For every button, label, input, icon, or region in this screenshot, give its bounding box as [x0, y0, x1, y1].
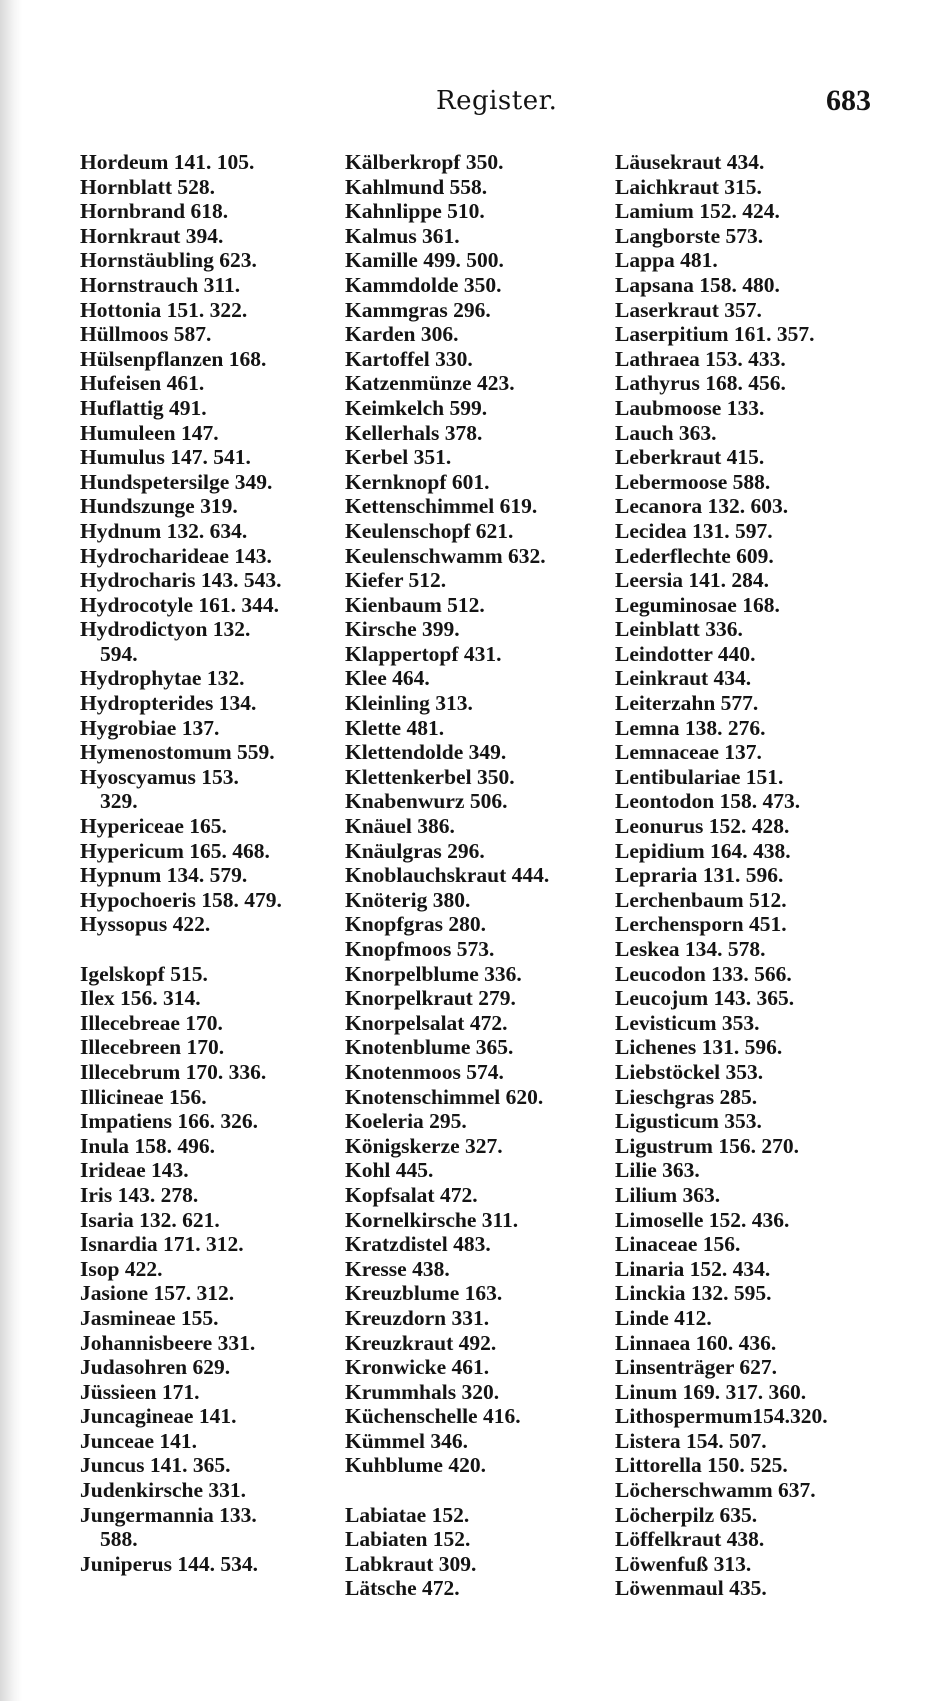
index-entry: Keulenschwamm 632. [345, 543, 546, 568]
index-entry: Knotenschimmel 620. [345, 1084, 544, 1109]
index-entry: Kiefer 512. [345, 568, 447, 593]
index-entry: Juniperus 144. 534. [80, 1551, 259, 1576]
index-entry: Lieschgras 285. [615, 1084, 758, 1109]
index-entry: Hornstäubling 623. [80, 248, 257, 273]
index-entry: Knorpelblume 336. [345, 961, 522, 986]
index-entry: Illecebreen 170. [80, 1035, 225, 1060]
index-entry: Leindotter 440. [615, 641, 756, 666]
index-entry: Hornblatt 528. [80, 174, 215, 199]
index-entry: Leiterzahn 577. [615, 691, 759, 716]
index-entry: Königskerze 327. [345, 1133, 503, 1158]
index-entry: Inula 158. 496. [80, 1133, 216, 1158]
index-entry: Knäuel 386. [345, 814, 455, 839]
index-entry: Labiatae 152. [345, 1502, 470, 1527]
index-entry: Kreuzdorn 331. [345, 1305, 490, 1330]
index-entry: Irideae 143. [80, 1158, 189, 1183]
index-entry: Kammdolde 350. [345, 272, 502, 297]
index-entry: Linaria 152. 434. [615, 1256, 771, 1281]
index-entry: Knorpelsalat 472. [345, 1010, 508, 1035]
index-entry: Lebermoose 588. [615, 469, 771, 494]
index-entry: Karden 306. [345, 322, 459, 347]
index-entry: Kellerhals 378. [345, 420, 483, 445]
index-entry: Klee 464. [345, 666, 430, 691]
index-entry: Hornbrand 618. [80, 199, 229, 224]
index-entry: Jungermannia 133. [80, 1502, 257, 1527]
index-entry: Ligusticum 353. [615, 1109, 762, 1134]
index-entry: Linsenträger 627. [615, 1355, 778, 1380]
index-entry: Laichkraut 315. [615, 174, 762, 199]
index-entry: Langborste 573. [615, 223, 764, 248]
index-entry: Lathyrus 168. 456. [615, 371, 786, 396]
index-entry: Leucojum 143. 365. [615, 986, 795, 1011]
index-entry: Lappa 481. [615, 248, 718, 273]
index-entry: Limoselle 152. 436. [615, 1207, 790, 1232]
index-entry: Klettendolde 349. [345, 740, 507, 765]
page-number: 683 [826, 84, 871, 117]
index-entry: Kahnlippe 510. [345, 199, 485, 224]
index-entry: Ligustrum 156. 270. [615, 1133, 799, 1158]
index-entry: Klette 481. [345, 715, 445, 740]
index-column-1 [80, 150, 348, 1576]
index-entry: Knäulgras 296. [345, 838, 485, 863]
index-entry: Humuleen 147. [80, 420, 219, 445]
page-edge-shadow [0, 0, 22, 1701]
index-entry: Hypnum 134. 579. [80, 863, 248, 888]
index-entry: Klettenkerbel 350. [345, 764, 515, 789]
index-entry: Lerchensporn 451. [615, 912, 787, 937]
index-entry: Lapsana 158. 480. [615, 272, 780, 297]
index-entry: Lithospermum154.320. [615, 1404, 828, 1429]
index-entry: Löwenfuß 313. [615, 1551, 752, 1576]
index-entry: Knoblauchskraut 444. [345, 863, 550, 888]
index-entry: Kronwicke 461. [345, 1355, 490, 1380]
index-entry: Hydropterides 134. [80, 691, 257, 716]
index-entry: Kartoffel 330. [345, 346, 473, 371]
index-entry: Hundspetersilge 349. [80, 469, 273, 494]
index-entry: Hygrobiae 137. [80, 715, 220, 740]
index-entry: Kratzdistel 483. [345, 1232, 491, 1257]
index-entry: Knöterig 380. [345, 887, 471, 912]
index-entry: Judenkirsche 331. [80, 1478, 247, 1503]
index-entry: Keulenschopf 621. [345, 518, 514, 543]
index-entry: Hyoscyamus 153. [80, 764, 239, 789]
index-entry: Illicineae 156. [80, 1084, 207, 1109]
index-entry: Isnardia 171. 312. [80, 1232, 244, 1257]
index-column-2 [345, 150, 603, 1601]
index-entry: Laubmoose 133. [615, 395, 765, 420]
index-entry: Iris 143. 278. [80, 1182, 199, 1207]
index-entry: Junceae 141. [80, 1428, 198, 1453]
index-entry: Lichenes 131. 596. [615, 1035, 783, 1060]
index-entry: Hypericum 165. 468. [80, 838, 270, 863]
index-entry: Lemna 138. 276. [615, 715, 766, 740]
index-entry: Leguminosae 168. [615, 592, 780, 617]
index-entry: Kohl 445. [345, 1158, 434, 1183]
index-entry: Hülsenpflanzen 168. [80, 346, 267, 371]
index-entry: Leinkraut 434. [615, 666, 752, 691]
index-entry: Lauch 363. [615, 420, 717, 445]
section-gap [345, 1478, 603, 1503]
index-entry: Laserkraut 357. [615, 297, 762, 322]
index-entry: Leskea 134. 578. [615, 937, 766, 961]
index-entry: Judasohren 629. [80, 1355, 231, 1380]
index-entry: Igelskopf 515. [80, 961, 208, 986]
index-entry: Kettenschimmel 619. [345, 494, 538, 519]
index-entry: Kresse 438. [345, 1256, 450, 1281]
index-entry: Lederflechte 609. [615, 543, 774, 568]
index-entry: Hydrocharideae 143. [80, 543, 272, 568]
index-entry: Kopfsalat 472. [345, 1182, 478, 1207]
index-entry: Leontodon 158. 473. [615, 789, 801, 814]
index-entry: Huflattig 491. [80, 395, 207, 420]
index-entry: Lathraea 153. 433. [615, 346, 786, 371]
index-entry: Läusekraut 434. [615, 150, 765, 174]
index-entry: Leberkraut 415. [615, 445, 765, 470]
index-entry: Lätsche 472. [345, 1576, 460, 1601]
index-entry: Knopfgras 280. [345, 912, 486, 937]
index-entry: Hottonia 151. 322. [80, 297, 248, 322]
index-entry: Knorpelkraut 279. [345, 986, 516, 1011]
section-gap [80, 937, 348, 962]
index-entry: Johannisbeere 331. [80, 1330, 256, 1355]
index-entry: Kienbaum 512. [345, 592, 485, 617]
index-entry: Lentibulariae 151. [615, 764, 784, 789]
index-entry: Kuhblume 420. [345, 1453, 486, 1478]
index-entry: Hypericeae 165. [80, 814, 227, 839]
index-entry: Laserpitium 161. 357. [615, 322, 815, 347]
index-entry: Lecanora 132. 603. [615, 494, 789, 519]
index-entry: Hüllmoos 587. [80, 322, 212, 347]
index-entry: Leersia 141. 284. [615, 568, 770, 593]
index-entry: Hornstrauch 311. [80, 272, 241, 297]
index-entry: Leonurus 152. 428. [615, 814, 790, 839]
index-entry: Illecebrum 170. 336. [80, 1059, 267, 1084]
index-entry: Labiaten 152. [345, 1527, 471, 1552]
index-entry: Kamille 499. 500. [345, 248, 504, 273]
index-entry: Juncus 141. 365. [80, 1453, 231, 1478]
index-entry: Hydrophytae 132. [80, 666, 245, 691]
index-entry: Kümmel 346. [345, 1428, 469, 1453]
index-entry: Kirsche 399. [345, 617, 460, 642]
index-entry: Hydrocotyle 161. 344. [80, 592, 280, 617]
index-entry: Linaceae 156. [615, 1232, 741, 1257]
index-entry: Hyssopus 422. [80, 912, 211, 937]
index-entry: Isaria 132. 621. [80, 1207, 220, 1232]
index-entry: Kleinling 313. [345, 691, 473, 716]
index-entry: Jasione 157. 312. [80, 1281, 235, 1306]
index-entry: Hordeum 141. 105. [80, 150, 255, 174]
index-entry: Hypochoeris 158. 479. [80, 887, 282, 912]
index-entry: Kreuzblume 163. [345, 1281, 503, 1306]
index-entry: Kreuzkraut 492. [345, 1330, 497, 1355]
index-entry: Krummhals 320. [345, 1379, 500, 1404]
index-entry: Katzenmünze 423. [345, 371, 515, 396]
index-entry: Knabenwurz 506. [345, 789, 508, 814]
index-entry: Kammgras 296. [345, 297, 491, 322]
index-entry: Kerbel 351. [345, 445, 452, 470]
index-entry: Löffelkraut 438. [615, 1527, 765, 1552]
index-entry: Knotenmoos 574. [345, 1059, 504, 1084]
index-entry: Isop 422. [80, 1256, 163, 1281]
index-entry: Hydnum 132. 634. [80, 518, 248, 543]
index-entry: Löwenmaul 435. [615, 1576, 767, 1601]
index-entry: Levisticum 353. [615, 1010, 760, 1035]
index-entry: Hydrocharis 143. 543. [80, 568, 282, 593]
index-entry: Löcherpilz 635. [615, 1502, 758, 1527]
index-entry: Jüssieen 171. [80, 1379, 200, 1404]
index-entry: Lecidea 131. 597. [615, 518, 773, 543]
index-entry: Hufeisen 461. [80, 371, 205, 396]
index-entry: Linde 412. [615, 1305, 712, 1330]
index-entry: Koeleria 295. [345, 1109, 467, 1134]
index-entry: Lerchenbaum 512. [615, 887, 787, 912]
index-entry-continuation: 594. [100, 641, 138, 666]
index-entry: Lamium 152. 424. [615, 199, 780, 224]
index-column-3 [615, 150, 915, 1601]
index-entry: Juncagineae 141. [80, 1404, 237, 1429]
index-entry: Küchenschelle 416. [345, 1404, 521, 1429]
index-entry: Leucodon 133. 566. [615, 961, 792, 986]
index-entry-continuation: 588. [100, 1527, 138, 1552]
index-entry: Ilex 156. 314. [80, 986, 201, 1011]
index-entry: Hymenostomum 559. [80, 740, 275, 765]
index-entry: Kälberkropf 350. [345, 150, 504, 174]
index-entry: Labkraut 309. [345, 1551, 477, 1576]
index-entry: Lemnaceae 137. [615, 740, 762, 765]
index-entry: Liebstöckel 353. [615, 1059, 764, 1084]
index-entry: Löcherschwamm 637. [615, 1478, 816, 1503]
index-entry: Lepidium 164. 438. [615, 838, 791, 863]
index-entry: Humulus 147. 541. [80, 445, 251, 470]
index-entry: Kalmus 361. [345, 223, 460, 248]
index-entry: Kornelkirsche 311. [345, 1207, 519, 1232]
index-entry: Linum 169. 317. 360. [615, 1379, 807, 1404]
index-entry: Linckia 132. 595. [615, 1281, 772, 1306]
index-entry: Jasmineae 155. [80, 1305, 219, 1330]
index-entry: Leinblatt 336. [615, 617, 743, 642]
index-entry: Listera 154. 507. [615, 1428, 767, 1453]
index-entry: Keimkelch 599. [345, 395, 488, 420]
index-entry: Impatiens 166. 326. [80, 1109, 258, 1134]
index-entry: Kernknopf 601. [345, 469, 490, 494]
index-entry: Knotenblume 365. [345, 1035, 514, 1060]
index-entry: Knopfmoos 573. [345, 937, 495, 961]
index-entry: Hornkraut 394. [80, 223, 224, 248]
index-entry: Hundszunge 319. [80, 494, 238, 519]
index-entry: Linnaea 160. 436. [615, 1330, 777, 1355]
index-entry: Lepraria 131. 596. [615, 863, 784, 888]
index-entry: Illecebreae 170. [80, 1010, 223, 1035]
index-entry-continuation: 329. [100, 789, 138, 814]
index-entry: Lilie 363. [615, 1158, 700, 1183]
index-entry: Klappertopf 431. [345, 641, 502, 666]
index-entry: Hydrodictyon 132. [80, 617, 251, 642]
index-entry: Littorella 150. 525. [615, 1453, 788, 1478]
index-entry: Kahlmund 558. [345, 174, 488, 199]
running-header: Register. [436, 86, 558, 116]
index-entry: Lilium 363. [615, 1182, 721, 1207]
